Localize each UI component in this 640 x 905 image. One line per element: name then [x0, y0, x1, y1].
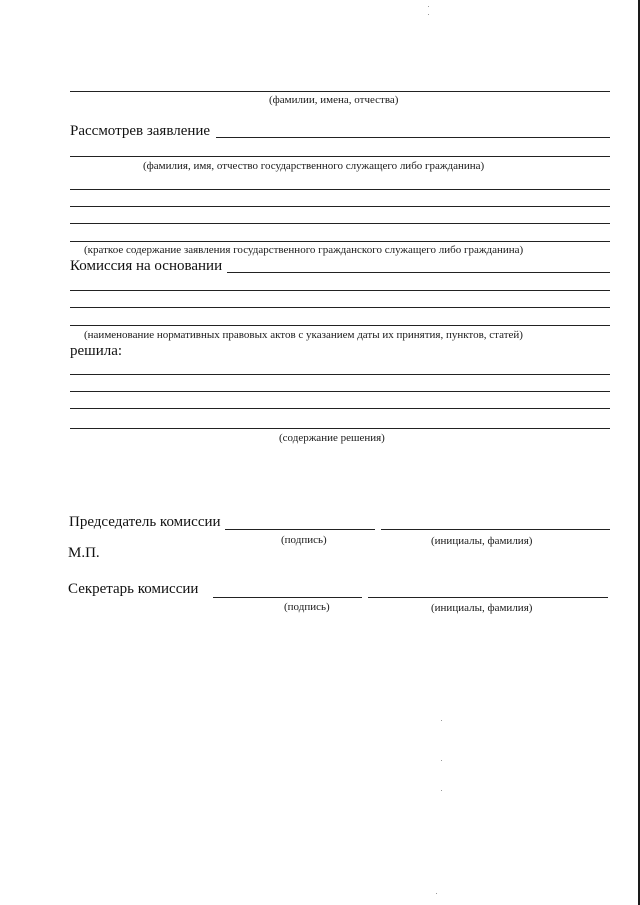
acts-line-3[interactable] [70, 325, 610, 326]
summary-caption: (краткое содержание заявления государственного гражданского служащего либо гражданина) [84, 244, 524, 256]
scan-speck [428, 6, 429, 7]
chairman-signature-caption: (подпись) [281, 534, 327, 546]
scan-speck [436, 893, 437, 894]
names-caption: (фамилии, имена, отчества) [269, 94, 399, 106]
acts-line-1[interactable] [70, 290, 610, 291]
names-line [70, 91, 610, 92]
decision-caption: (содержание решения) [279, 432, 385, 444]
considered-label: Рассмотрев заявление [70, 123, 211, 139]
secretary-signature-caption: (подпись) [284, 601, 330, 613]
scan-speck [428, 14, 429, 15]
considered-field-line[interactable] [216, 137, 610, 138]
decision-line-4[interactable] [70, 428, 610, 429]
scan-speck [441, 790, 442, 791]
summary-line-4[interactable] [70, 241, 610, 242]
decision-line-2[interactable] [70, 391, 610, 392]
scan-speck [441, 760, 442, 761]
chairman-name-line[interactable] [381, 529, 610, 530]
secretary-signature-line[interactable] [213, 597, 362, 598]
commission-basis-label: Комиссия на основании [70, 258, 223, 274]
scan-speck [441, 720, 442, 721]
secretary-label: Секретарь комиссии [68, 581, 199, 597]
decision-line-3[interactable] [70, 408, 610, 409]
decided-label: решила: [70, 343, 123, 359]
acts-caption: (наименование нормативных правовых актов с указанием даты их принятия, пунктов, статей) [84, 329, 523, 341]
secretary-initials-caption: (инициалы, фамилия) [431, 602, 533, 614]
summary-line-1[interactable] [70, 189, 610, 190]
chairman-label: Председатель комиссии [69, 514, 221, 530]
summary-line-3[interactable] [70, 223, 610, 224]
commission-basis-field-line[interactable] [227, 272, 610, 273]
summary-line-2[interactable] [70, 206, 610, 207]
chairman-initials-caption: (инициалы, фамилия) [431, 535, 533, 547]
acts-line-2[interactable] [70, 307, 610, 308]
secretary-name-line[interactable] [368, 597, 608, 598]
applicant-caption: (фамилия, имя, отчество государственного служащего либо гражданина) [143, 160, 485, 172]
applicant-line[interactable] [70, 156, 610, 157]
decision-line-1[interactable] [70, 374, 610, 375]
stamp-label: М.П. [68, 545, 100, 561]
chairman-signature-line[interactable] [225, 529, 375, 530]
